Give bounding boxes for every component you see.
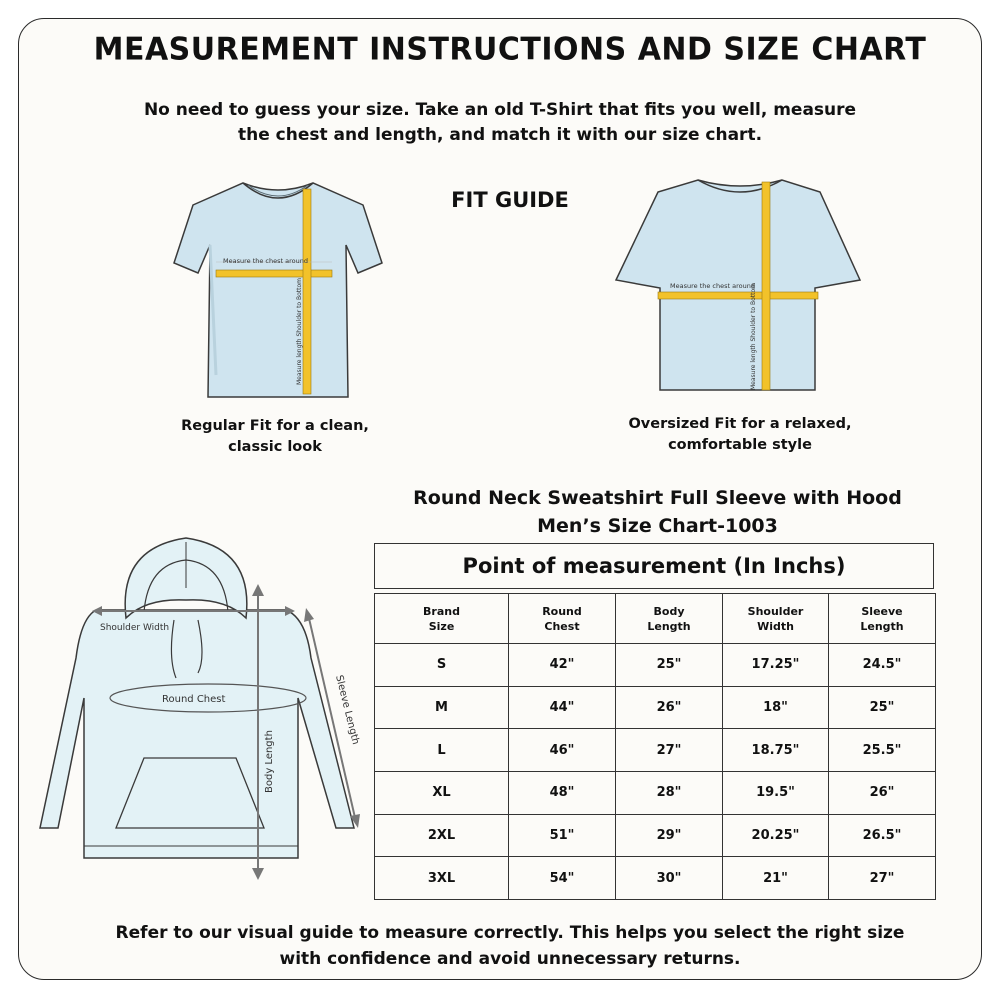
size-cell: S [375, 644, 509, 687]
intro-line-2: the chest and length, and match it with our size chart. [237, 125, 763, 145]
oversized-chest-label: Measure the chest around [670, 282, 755, 290]
col-header-body-length: Body Length [616, 594, 723, 644]
oversized-fit-caption-line-2: comfortable style [668, 437, 812, 453]
oversized-fit-caption-line-1: Oversized Fit for a relaxed, [628, 416, 852, 432]
shoulder-cell: 19.5" [723, 771, 829, 814]
footer-line-1: Refer to our visual guide to measure correctly. This helps you select the right size [115, 923, 905, 943]
size-chart-heading [380, 484, 935, 540]
chest-cell: 48" [509, 771, 616, 814]
sleeve-length-label: Sleeve Length [333, 674, 361, 746]
point-of-measurement-header: Point of measurement (In Inchs) [374, 543, 934, 589]
body-length-cell: 28" [616, 771, 723, 814]
size-chart-heading-line-2: Men’s Size Chart-1003 [537, 515, 778, 537]
fit-guide-heading: FIT GUIDE [451, 188, 569, 212]
chest-cell: 42" [509, 644, 616, 687]
col-header-shoulder-width: Shoulder Width [723, 594, 829, 644]
size-chart-table [374, 593, 936, 900]
round-chest-label: Round Chest [162, 694, 226, 705]
table-row [375, 729, 936, 772]
shoulder-cell: 17.25" [723, 644, 829, 687]
oversized-fit-caption [605, 414, 875, 456]
oversized-length-label: Measure length Shoulder to Bottom [750, 282, 757, 390]
col-header-brand-size: Brand Size [375, 594, 509, 644]
regular-fit-caption-line-2: classic look [228, 439, 322, 455]
regular-fit-caption [160, 416, 390, 458]
shoulder-cell: 18.75" [723, 729, 829, 772]
sleeve-cell: 26.5" [829, 814, 936, 857]
sleeve-cell: 25" [829, 686, 936, 729]
body-length-cell: 30" [616, 857, 723, 900]
regular-length-label: Measure length Shoulder to Bottom [296, 277, 303, 385]
hoodie-illustration [36, 528, 368, 890]
regular-chest-label: Measure the chest around [223, 257, 308, 265]
sleeve-cell: 27" [829, 857, 936, 900]
shoulder-cell: 20.25" [723, 814, 829, 857]
size-cell: L [375, 729, 509, 772]
body-length-label: Body Length [264, 730, 275, 793]
table-row [375, 857, 936, 900]
sleeve-cell: 25.5" [829, 729, 936, 772]
page-title: MEASUREMENT INSTRUCTIONS AND SIZE CHART [93, 31, 927, 68]
chest-cell: 51" [509, 814, 616, 857]
col-header-sleeve-length: Sleeve Length [829, 594, 936, 644]
table-row [375, 686, 936, 729]
size-cell: 3XL [375, 857, 509, 900]
body-length-cell: 27" [616, 729, 723, 772]
regular-fit-caption-line-1: Regular Fit for a clean, [181, 418, 369, 434]
body-length-cell: 25" [616, 644, 723, 687]
regular-fit-tshirt-illustration [168, 175, 388, 405]
table-header-row [375, 594, 936, 644]
chest-cell: 44" [509, 686, 616, 729]
body-length-cell: 26" [616, 686, 723, 729]
size-cell: M [375, 686, 509, 729]
shoulder-cell: 21" [723, 857, 829, 900]
table-row [375, 644, 936, 687]
intro-text [100, 98, 900, 148]
size-cell: 2XL [375, 814, 509, 857]
shoulder-width-label: Shoulder Width [100, 623, 170, 633]
chest-cell: 54" [509, 857, 616, 900]
size-chart-heading-line-1: Round Neck Sweatshirt Full Sleeve with Hood [413, 487, 902, 509]
oversized-tshirt-illustration [610, 170, 870, 400]
sleeve-cell: 24.5" [829, 644, 936, 687]
col-header-round-chest: Round Chest [509, 594, 616, 644]
chest-cell: 46" [509, 729, 616, 772]
footer-note [80, 920, 940, 972]
sleeve-cell: 26" [829, 771, 936, 814]
table-row [375, 814, 936, 857]
footer-line-2: with confidence and avoid unnecessary returns. [279, 949, 741, 969]
body-length-cell: 29" [616, 814, 723, 857]
table-row [375, 771, 936, 814]
intro-line-1: No need to guess your size. Take an old T-Shirt that fits you well, measure [143, 100, 857, 120]
size-cell: XL [375, 771, 509, 814]
shoulder-cell: 18" [723, 686, 829, 729]
